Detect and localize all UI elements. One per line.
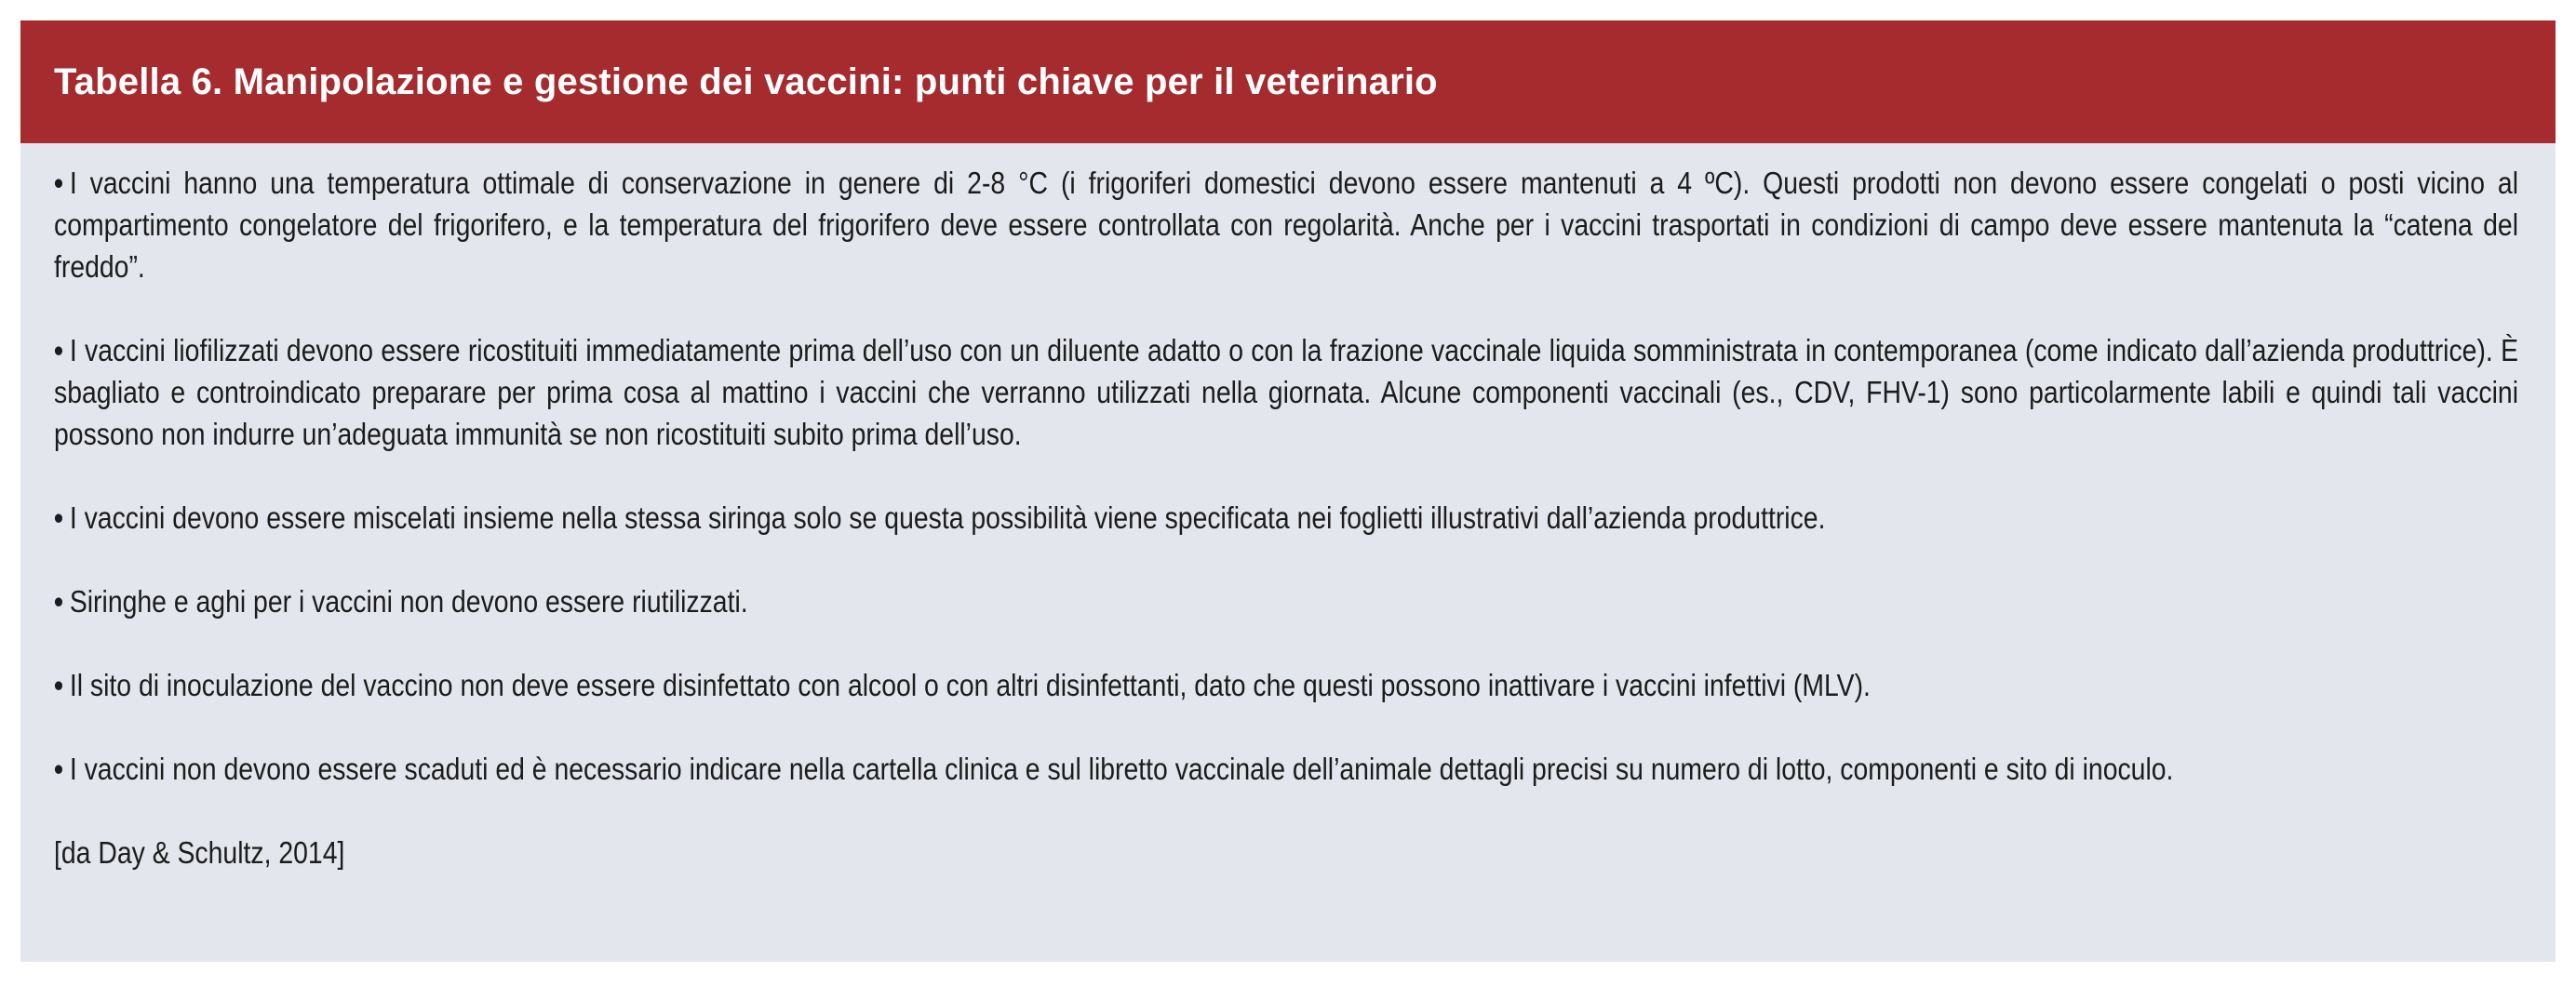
bullet-text: I vaccini hanno una temperatura ottimale di conservazione in genere di 2-8 °C (i frigoriferi domestici devono essere mantenuti a 4 ºC). Questi prodotti non devono essere congelati o posti vicino al compartimento congelatore del frigorifero, e la temperatura del frigorifero deve essere controllata con regolarità. Anche per i vaccini trasportati in condizioni di campo deve essere mantenuta la “catena del freddo”. [54, 166, 2519, 284]
bullet-text: Siringhe e aghi per i vaccini non devono essere riutilizzati. [69, 584, 748, 619]
table-box [20, 20, 2556, 962]
bullet-item [54, 162, 2518, 287]
table-body [20, 143, 2556, 873]
bullet-dot: • [54, 668, 63, 702]
bullet-dot: • [54, 584, 63, 619]
source-citation: [da Day & Schultz, 2014] [54, 835, 345, 870]
bullet-dot: • [54, 333, 63, 367]
bullet-dot: • [54, 166, 63, 200]
bullet-item [54, 497, 2518, 539]
bullet-text: I vaccini devono essere miscelati insieme nella stessa siringa solo se questa possibilità viene specificata nei foglietti illustrativi dall’azienda produttrice. [69, 500, 1826, 535]
bullet-dot: • [54, 500, 63, 535]
bullet-item [54, 748, 2518, 790]
table-header [20, 20, 2556, 143]
bullet-dot: • [54, 752, 63, 786]
table-title: Tabella 6. Manipolazione e gestione dei vaccini: punti chiave per il veterinario [54, 60, 1438, 102]
bullet-item [54, 664, 2518, 706]
bullet-text: I vaccini non devono essere scaduti ed è necessario indicare nella cartella clinica e sul libretto vaccinale dell’animale dettagli precisi su numero di lotto, componenti e sito di inoculo. [69, 752, 2174, 786]
bullet-text: Il sito di inoculazione del vaccino non deve essere disinfettato con alcool o con altri disinfettanti, dato che questi possono inattivare i vaccini infettivi (MLV). [69, 668, 1871, 702]
bullet-text: I vaccini liofilizzati devono essere ricostituiti immediatamente prima dell’uso con un diluente adatto o con la frazione vaccinale liquida somministrata in contemporanea (come indicato dall’azienda produttrice). È sbagliato e controindicato preparare per prima cosa al mattino i vaccini che verranno utilizzati nella giornata. Alcune componenti vaccinali (es., CDV, FHV-1) sono particolarmente labili e quindi tali vaccini possono non indurre un’adeguata immunità se non ricostituiti subito prima dell’uso. [54, 333, 2519, 451]
bullet-item [54, 580, 2518, 622]
bullet-item [54, 329, 2518, 455]
